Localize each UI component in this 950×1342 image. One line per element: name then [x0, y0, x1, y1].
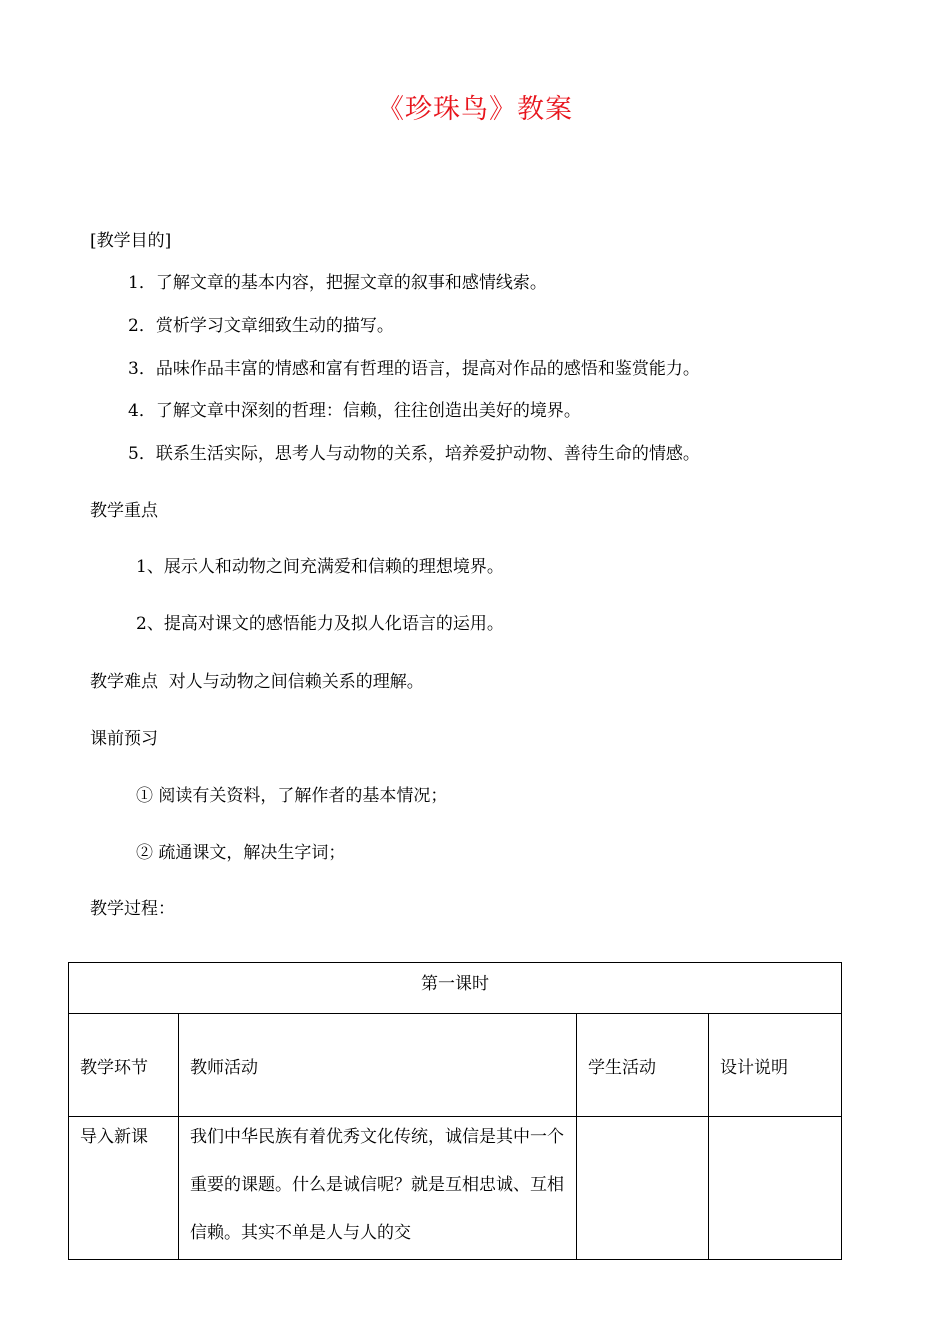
- table-period-row: [69, 963, 842, 1014]
- row-stage-cell: [69, 1117, 179, 1260]
- row-teacher-text: 我们中华民族有着优秀文化传统，诚信是其中一个重要的课题。什么是诚信呢？就是互相忠诚、互相信赖。其实不单是人与人的交: [190, 1127, 564, 1243]
- table-row: [69, 1117, 842, 1260]
- header-student-activity: 学生活动: [577, 1014, 709, 1117]
- header-teacher-activity: 教师活动: [179, 1014, 577, 1117]
- row-stage-text: 导入新课: [80, 1127, 148, 1147]
- key-point-item-1: 1、展示人和动物之间充满爱和信赖的理想境界。: [136, 557, 504, 577]
- objective-item-1: 1．了解文章的基本内容，把握文章的叙事和感情线索。: [128, 273, 547, 293]
- preview-item-1: ① 阅读有关资料，了解作者的基本情况；: [136, 786, 448, 806]
- row-student-cell: [577, 1117, 709, 1260]
- row-teacher-cell: [179, 1117, 577, 1260]
- process-heading: 教学过程：: [90, 899, 175, 919]
- document-title: 《珍珠鸟》教案: [377, 94, 573, 125]
- table-header-row: [69, 1014, 842, 1117]
- preview-item-2: ② 疏通课文，解决生字词；: [136, 843, 346, 863]
- row-design-cell: [709, 1117, 842, 1260]
- period-cell: 第一课时: [69, 963, 842, 1014]
- objective-item-2: 2．赏析学习文章细致生动的描写。: [128, 316, 394, 336]
- header-stage: 教学环节: [69, 1014, 179, 1117]
- preview-heading: 课前预习: [90, 729, 158, 749]
- header-design-note: 设计说明: [709, 1014, 842, 1117]
- objective-item-3: 3．品味作品丰富的情感和富有哲理的语言，提高对作品的感悟和鉴赏能力。: [128, 359, 700, 379]
- difficulty-line: 教学难点 对人与动物之间信赖关系的理解。: [90, 672, 424, 692]
- lesson-table: [68, 962, 842, 1260]
- key-point-item-2: 2、提高对课文的感悟能力及拟人化语言的运用。: [136, 614, 504, 634]
- objectives-heading: [教学目的]: [90, 231, 172, 251]
- objective-item-4: 4．了解文章中深刻的哲理：信赖，往往创造出美好的境界。: [128, 401, 581, 421]
- objective-item-5: 5．联系生活实际，思考人与动物的关系，培养爱护动物、善待生命的情感。: [128, 444, 700, 464]
- key-points-heading: 教学重点: [90, 501, 158, 521]
